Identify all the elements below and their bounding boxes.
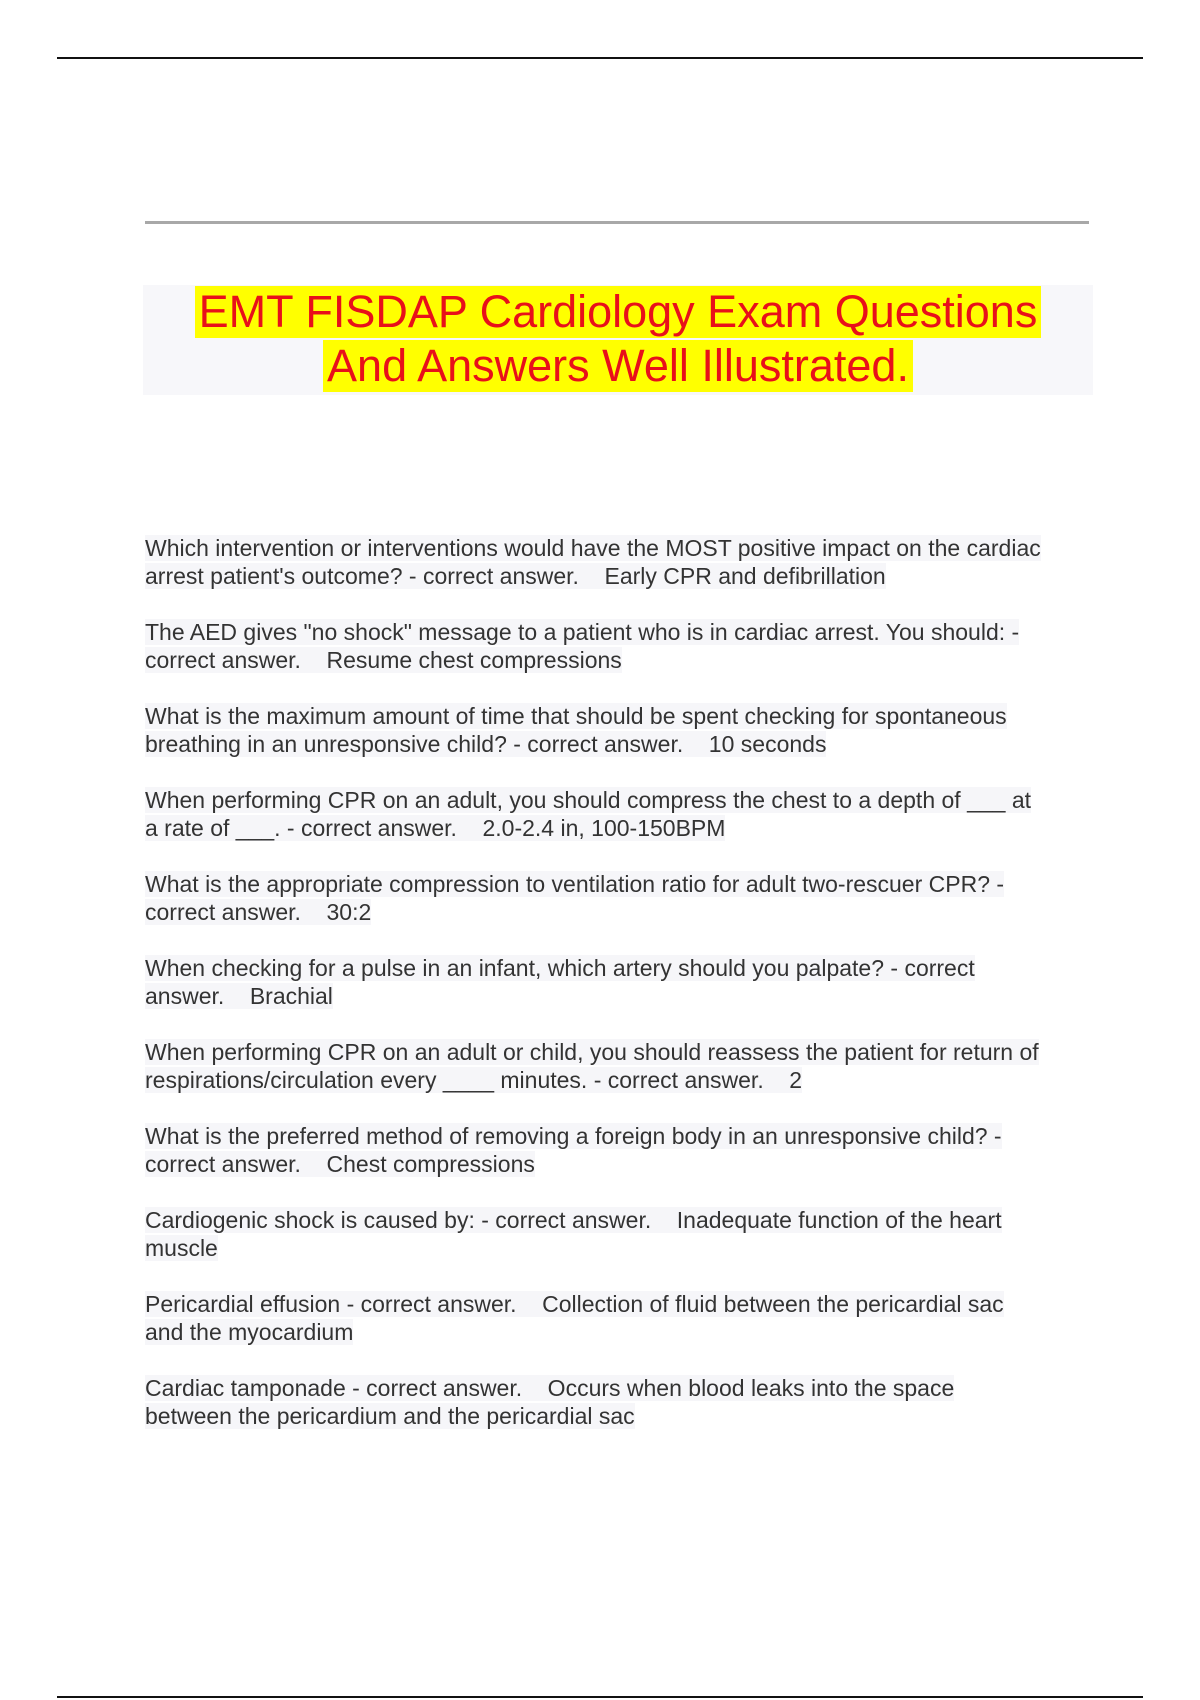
- qa-item-10: [145, 1290, 1105, 1374]
- qa-question-line: Cardiac tamponade - correct answer. Occurs when blood leaks into the space: [145, 1375, 955, 1401]
- qa-answer-line: muscle: [145, 1235, 218, 1261]
- qa-answer-line: breathing in an unresponsive child? - correct answer. 10 seconds: [145, 731, 827, 757]
- qa-item-7: [145, 1038, 1105, 1122]
- qa-question-line: Which intervention or interventions would have the MOST positive impact on the cardiac: [145, 535, 1041, 561]
- qa-question-line: Pericardial effusion - correct answer. Collection of fluid between the pericardial sac: [145, 1291, 1004, 1317]
- title-line-1: EMT FISDAP Cardiology Exam Questions: [195, 286, 1042, 338]
- qa-question-line: When performing CPR on an adult or child, you should reassess the patient for return of: [145, 1039, 1039, 1065]
- qa-question-line: The AED gives "no shock" message to a patient who is in cardiac arrest. You should: -: [145, 619, 1020, 645]
- qa-list: [145, 534, 1105, 1458]
- qa-question-line: What is the appropriate compression to ventilation ratio for adult two-rescuer CPR? -: [145, 871, 1005, 897]
- qa-answer-line: between the pericardium and the pericardial sac: [145, 1403, 635, 1429]
- qa-answer-line: answer. Brachial: [145, 983, 333, 1009]
- qa-item-9: [145, 1206, 1105, 1290]
- qa-question-line: When checking for a pulse in an infant, which artery should you palpate? - correct: [145, 955, 975, 981]
- qa-answer-line: and the myocardium: [145, 1319, 354, 1345]
- page-bottom-rule: [57, 1696, 1143, 1698]
- qa-question-line: Cardiogenic shock is caused by: - correct answer. Inadequate function of the heart: [145, 1207, 1002, 1233]
- qa-item-5: [145, 870, 1105, 954]
- qa-question-line: What is the maximum amount of time that should be spent checking for spontaneous: [145, 703, 1007, 729]
- qa-answer-line: respirations/circulation every ____ minutes. - correct answer. 2: [145, 1067, 803, 1093]
- qa-answer-line: a rate of ___. - correct answer. 2.0-2.4 in, 100-150BPM: [145, 815, 726, 841]
- qa-answer-line: arrest patient's outcome? - correct answer. Early CPR and defibrillation: [145, 563, 886, 589]
- qa-answer-line: correct answer. Resume chest compressions: [145, 647, 622, 673]
- title-divider: [145, 221, 1089, 224]
- document-title: [143, 285, 1093, 395]
- qa-item-8: [145, 1122, 1105, 1206]
- qa-item-3: [145, 702, 1105, 786]
- qa-item-11: [145, 1374, 1105, 1458]
- qa-item-2: [145, 618, 1105, 702]
- qa-item-1: [145, 534, 1105, 618]
- qa-question-line: What is the preferred method of removing a foreign body in an unresponsive child? -: [145, 1123, 1002, 1149]
- title-line-2: And Answers Well Illustrated.: [323, 340, 913, 392]
- qa-answer-line: correct answer. Chest compressions: [145, 1151, 535, 1177]
- qa-answer-line: correct answer. 30:2: [145, 899, 372, 925]
- qa-question-line: When performing CPR on an adult, you should compress the chest to a depth of ___ at: [145, 787, 1032, 813]
- page-top-rule: [57, 57, 1143, 59]
- qa-item-4: [145, 786, 1105, 870]
- qa-item-6: [145, 954, 1105, 1038]
